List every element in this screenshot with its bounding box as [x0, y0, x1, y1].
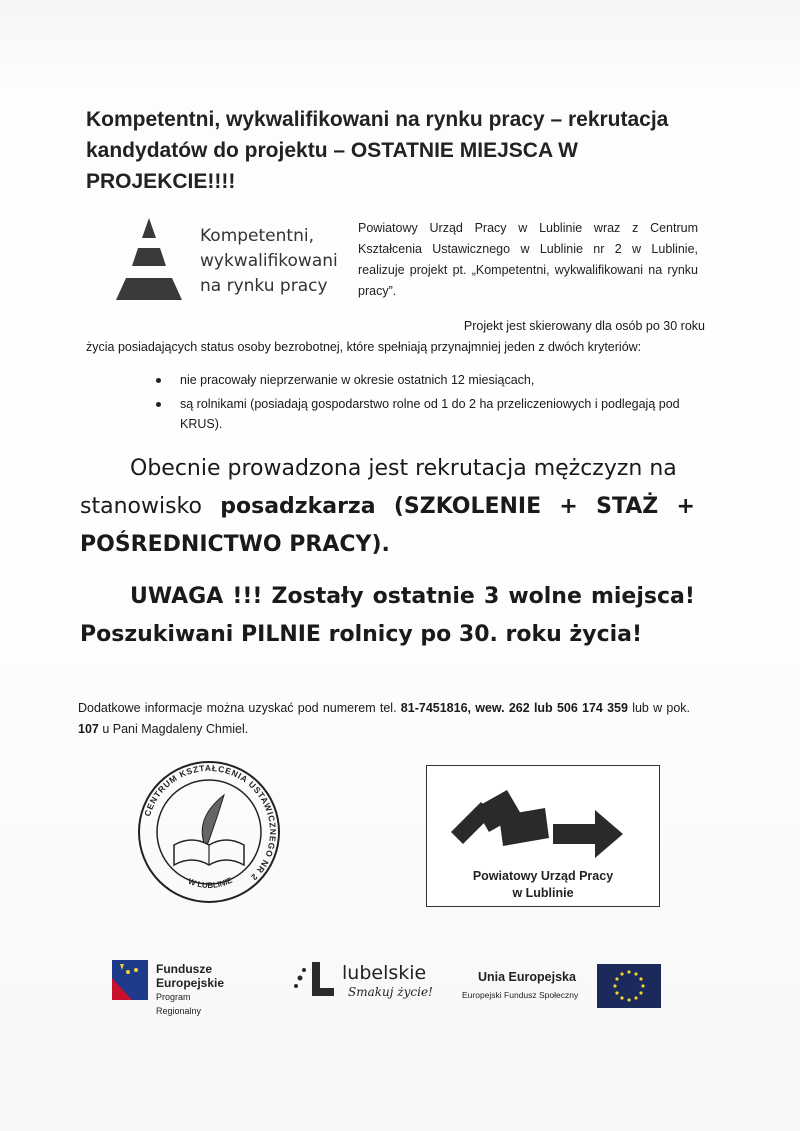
- eu-flag-icon: [597, 964, 661, 1008]
- word: stanowisko: [80, 494, 202, 519]
- page-title: Kompetentni, wykwalifikowani na rynku pracy – rekrutacja kandydatów do projektu – OSTATNIE MIEJSCA W PROJEKCIE!!!!: [86, 108, 669, 193]
- project-logo-text: [200, 224, 360, 299]
- recruitment-line: POŚREDNICTWO PRACY).: [80, 532, 390, 557]
- project-logo: [108, 214, 348, 306]
- fe-line: Europejskie: [156, 976, 225, 990]
- fe-line: Program Regionalny: [156, 992, 202, 1016]
- phone-number-2: 506 174 359: [556, 701, 628, 715]
- recruitment-line: [80, 488, 695, 526]
- fe-icon: [110, 958, 150, 1002]
- ue-subtitle: Europejski Fundusz Społeczny: [462, 990, 579, 1000]
- pup-line: w Lublinie: [512, 886, 574, 900]
- word: STAŻ: [596, 494, 659, 519]
- contact-text: Dodatkowe informacje można uzyskać pod numerem tel.: [78, 701, 397, 715]
- word: !!!: [232, 584, 263, 609]
- ue-name: Unia Europejska: [478, 970, 576, 984]
- contact-text: lub: [533, 701, 553, 715]
- notice-block: [80, 578, 695, 654]
- target-line-1: Projekt jest skierowany dla osób po 30 roku: [463, 319, 705, 333]
- quill-icon: [202, 795, 224, 843]
- ckz-bottom-text: W LUBLINIE: [186, 875, 234, 891]
- recruitment-line: Obecnie prowadzona jest rekrutacja mężczyzn na: [130, 456, 677, 481]
- ckz-stamp-logo: [134, 757, 284, 907]
- fe-text: [156, 962, 224, 1018]
- notice-line: [80, 578, 695, 616]
- criteria-list: [150, 370, 700, 438]
- notice-line: Poszukiwani PILNIE rolnicy po 30. roku życia!: [80, 622, 643, 647]
- list-item: nie pracowały nieprzerwanie w okresie ostatnich 12 miesiącach,: [150, 370, 700, 390]
- recruitment-announcement: [80, 450, 695, 564]
- footer-logos: [110, 958, 670, 1018]
- contact-text: u Pani Magdaleny Chmiel.: [102, 722, 249, 736]
- word: ostatnie: [372, 584, 475, 609]
- intro-paragraph: Powiatowy Urząd Pracy w Lublinie wraz z Centrum Kształcenia Ustawicznego w Lublinie nr 2 w Lublinie, realizuje projekt pt. „Kompetentni, wykwalifikowani na rynku pracy”.: [358, 221, 698, 298]
- word: +: [559, 494, 578, 519]
- lubelskie-name: lubelskie: [342, 962, 427, 984]
- lubelskie-icon: [290, 958, 338, 1002]
- contact-info: [78, 698, 690, 740]
- pyramid-icon: [108, 214, 190, 304]
- word: (SZKOLENIE: [393, 494, 542, 519]
- pup-logo: [426, 765, 660, 907]
- word: +: [676, 494, 695, 519]
- fundusze-europejskie-logo: [110, 958, 225, 1016]
- list-item: są rolnikami (posiadają gospodarstwo rolne od 1 do 2 ha przeliczeniowych i podlegają pod KRUS).: [150, 394, 700, 434]
- pup-label: [427, 868, 659, 902]
- word: wolne: [508, 584, 582, 609]
- phone-number: 81-7451816, wew. 262: [400, 701, 530, 715]
- lubelskie-slogan: Smakuj życie!: [348, 985, 433, 999]
- word: 3: [483, 584, 500, 609]
- logo-line: Kompetentni,: [200, 226, 314, 246]
- pup-line: Powiatowy Urząd Pracy: [472, 869, 614, 883]
- word: miejsca!: [590, 584, 695, 609]
- arrows-icon: [445, 780, 641, 866]
- lubelskie-logo: [290, 958, 433, 1007]
- word: posadzkarza: [220, 494, 376, 519]
- contact-text: lub w pok.: [632, 701, 690, 715]
- word: Zostały: [271, 584, 364, 609]
- word: UWAGA: [130, 584, 224, 609]
- target-line-2: życia posiadających status osoby bezrobotnej, które spełniają przynajmniej jeden z dwóch kryteriów:: [86, 340, 642, 354]
- fe-line: Fundusze: [156, 962, 212, 976]
- room-number: 107: [78, 722, 99, 736]
- logo-line: na rynku pracy: [200, 276, 328, 296]
- ckz-ring-text: CENTRUM KSZTAŁCENIA USTAWICZNEGO NR 2: [142, 762, 279, 883]
- logo-line: wykwalifikowani: [200, 251, 338, 271]
